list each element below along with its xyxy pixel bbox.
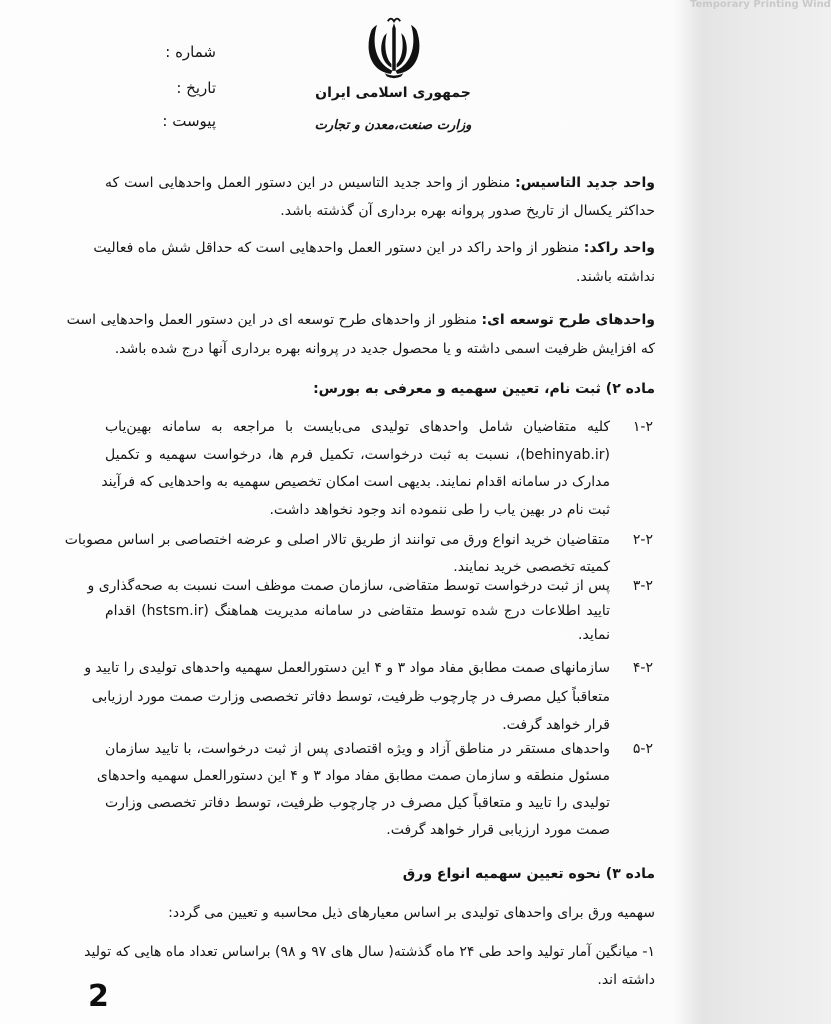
item-line: (behinyab.ir)، نسبت به ثبت درخواست، تکمیل فرم ها، درخواست سهمیه و تکمیل — [105, 446, 610, 463]
criterion-line: ۱- میانگین آمار تولید واحد طی ۲۴ ماه گذشته( سال های ۹۷ و ۹۸) براساس تعداد ماه هایی که تولید — [84, 944, 655, 960]
item-number: ۴-۲ — [632, 660, 653, 676]
item-line: صمت مورد ارزیابی قرار خواهد گرفت. — [386, 822, 610, 838]
definition-idle-unit — [93, 234, 655, 292]
date-label: تاریخ : — [176, 79, 216, 97]
article-2-item-4 — [84, 654, 655, 740]
scan-artifact-text: Temporary Printing Wind — [690, 0, 831, 10]
item-line: کلیه متقاضیان شامل واحدهای تولیدی می‌بایست با مراجعه به سامانه بهین‌یاب — [105, 419, 610, 435]
attachment-label: پیوست : — [162, 112, 216, 130]
item-line: واحدهای مستقر در مناطق آزاد و ویژه اقتصادی پس از ثبت درخواست، با تایید سازمان — [105, 741, 610, 757]
item-number: ۳-۲ — [632, 578, 653, 594]
item-number: ۵-۲ — [632, 741, 653, 757]
item-line: متعاقباً کیل مصرف در چارچوب ظرفیت، توسط دفاتر تخصصی وزارت صمت مورد ارزیابی — [91, 688, 610, 705]
article-3-intro: سهمیه ورق برای واحدهای تولیدی بر اساس معیارهای ذیل محاسبه و تعیین می گردد: — [168, 905, 655, 921]
definition-text: منظور از واحد راکد در این دستور العمل واحدهایی است که حداقل شش ماه فعالیت — [93, 240, 580, 256]
definition-line: حداکثر یکسال از تاریخ صدور پروانه بهره برداری آن گذشته باشد. — [280, 203, 655, 219]
page-number: 2 — [88, 979, 109, 1014]
definition-line: نداشته باشند. — [576, 269, 655, 285]
article-2-item-5 — [96, 736, 655, 844]
item-line: سازمانهای صمت مطابق مفاد مواد ۳ و ۴ این دستورالعمل سهمیه واحدهای تولیدی را تایید و — [84, 660, 610, 676]
definition-term: واحد جدید التاسیس: — [515, 175, 655, 191]
definition-line — [105, 169, 655, 197]
article-3-criterion-1 — [84, 938, 655, 994]
article-2-item-2 — [64, 527, 655, 581]
definition-expansion-unit — [66, 306, 655, 364]
item-number: ۲-۲ — [632, 532, 653, 548]
item-line: قرار خواهد گرفت. — [502, 717, 610, 733]
item-number: ۱-۲ — [632, 419, 653, 435]
item-line: متقاضیان خرید انواع ورق می توانند از طریق تالار اصلی و عرضه اختصاصی بر اساس مصوبات — [64, 532, 610, 548]
item-line: تایید اطلاعات درج شده توسط متقاضی در سامانه مدیریت هماهنگ (hstsm.ir) اقدام — [105, 602, 610, 619]
definition-new-unit — [105, 169, 655, 225]
item-line: پس از ثبت درخواست توسط متقاضی، سازمان صمت موظف است نسبت به صحه‌گذاری و — [87, 578, 610, 594]
item-line: مسئول منطقه و سازمان صمت مطابق مفاد مواد ۳ و ۴ این دستورالعمل سهمیه واحدهای — [96, 768, 610, 784]
definition-line — [66, 306, 655, 335]
definition-line: که افزایش ظرفیت اسمی داشته و یا محصول جدید در پروانه بهره برداری آنها درج شده باشد. — [114, 341, 655, 357]
criterion-line: داشته اند. — [597, 972, 655, 988]
definition-term: واحد راکد: — [583, 240, 655, 256]
item-line: ثبت نام در بهین یاب را طی ننموده اند وجود نخواهد داشت. — [269, 501, 610, 518]
item-line: کمیته تخصصی خرید نمایند. — [453, 559, 610, 575]
number-label: شماره : — [165, 43, 216, 61]
definition-line — [93, 234, 655, 263]
item-line: تولیدی را تایید و متعاقباً کیل مصرف در چارچوب ظرفیت، توسط دفاتر تخصصی وزارت — [105, 795, 610, 811]
article-2-heading: ماده ۲) ثبت نام، تعیین سهمیه و معرفی به بورس: — [313, 381, 655, 397]
item-line: مدارک در سامانه اقدام نمایند. بدیهی است امکان تخصیص سهمیه به واحدهایی که فرآیند — [101, 474, 610, 490]
definition-text: منظور از واحد جدید التاسیس در این دستور العمل واحدهایی است که — [105, 175, 511, 191]
ministry-name: وزارت صنعت،معدن و تجارت — [314, 118, 472, 133]
iran-emblem-icon — [361, 14, 427, 80]
item-line: نماید. — [578, 627, 610, 643]
article-3-heading: ماده ۳) نحوه تعیین سهمیه انواع ورق — [402, 866, 655, 882]
definition-term: واحدهای طرح توسعه ای: — [481, 312, 655, 328]
definition-text: منظور از واحدهای طرح توسعه ای در این دستور العمل واحدهایی است — [66, 312, 478, 328]
article-2-item-3 — [87, 574, 655, 648]
country-name: جمهوری اسلامی ایران — [315, 85, 471, 101]
article-2-item-1 — [101, 414, 655, 524]
